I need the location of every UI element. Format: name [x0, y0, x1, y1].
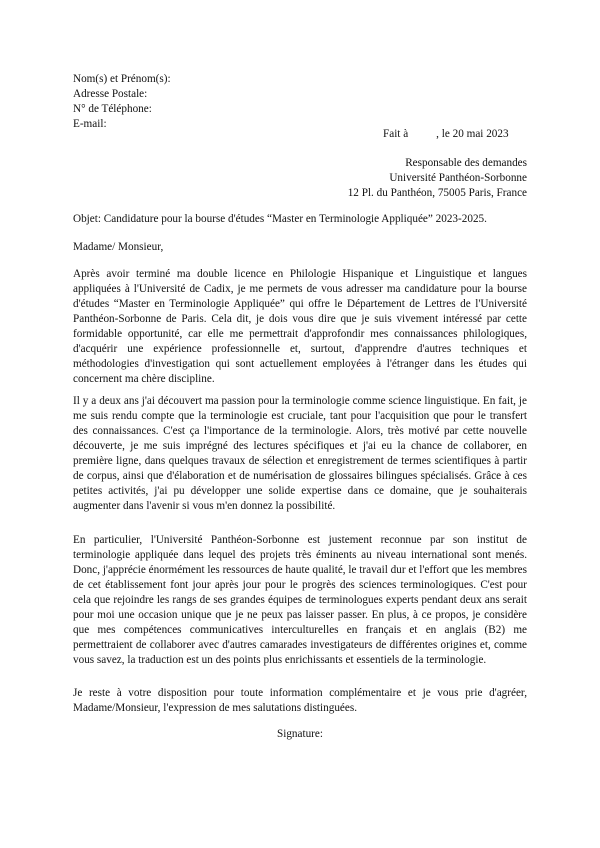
subject-line: Objet: Candidature pour la bourse d'études “Master en Terminologie Appliquée” 2023-2025.: [73, 213, 487, 225]
sender-email-label: E-mail:: [73, 118, 107, 130]
sender-name-label: Nom(s) et Prénom(s):: [73, 73, 171, 85]
sender-block: [73, 72, 171, 132]
salutation: Madame/ Monsieur,: [73, 241, 164, 253]
sender-phone-label: N° de Téléphone:: [73, 103, 152, 115]
sender-address-label: Adresse Postale:: [73, 88, 148, 100]
recipient-line-1: Responsable des demandes: [405, 157, 527, 169]
date-text: , le 20 mai 2023: [436, 128, 509, 140]
body-paragraph-3: En particulier, l'Université Panthéon-Sorbonne est justement reconnue par son institut de terminologie appliquée dans lequel des projets très éminents au niveau international sont menés. Donc, j'apprécie énormément les ressources de haute qualité, le travail dur et l'effort que les membres de cet établissement font jour après jour pour le progrès des sciences terminologiques. C'est pour cela que rejoindre les rangs de ses grandes équipes de terminologues experts pendant deux ans serait pour moi une occasion unique que je ne peux pas laisser passer. En plus, à ce propos, je considère que mes compétences communicatives interculturelles en français et en anglais (B2) me permettraient de collaborer avec d'autres camarades investigateurs de différentes origines et, comme vous savez, la traduction est un des points plus enrichissants et essentiels de la terminologie.: [73, 534, 527, 666]
recipient-line-2: Université Panthéon-Sorbonne: [389, 172, 527, 184]
body-paragraph-2: Il y a deux ans j'ai découvert ma passion pour la terminologie comme science linguistique. En fait, je me suis rendu compte que la terminologie est cruciale, tant pour l'acquisition que pour le transfert des connaissances. C'est ça l'importance de la terminologie. Alors, très motivé par cette nouvelle découverte, je me suis imprégné des lectures spécifiques et j'ai eu la chance de collaborer, en première ligne, dans quelques travaux de sélection et enregistrement de termes scientifiques à partir de corpus, ainsi que d'élaboration et de numérisation de glossaires bilingues spécialisés. Grâce à ces petites activités, j'ai pu développer une solide expertise dans ce domaine, que je souhaiterais augmenter dans l'avenir si vous m'en donnez la possibilité.: [73, 395, 527, 512]
signature-label: Signature:: [277, 728, 323, 740]
date-line: [383, 127, 509, 142]
recipient-block: [348, 156, 527, 201]
body-paragraph-4: Je reste à votre disposition pour toute information complémentaire et je vous prie d'agréer, Madame/Monsieur, l'expression de mes salutations distinguées.: [73, 687, 527, 714]
recipient-line-3: 12 Pl. du Panthéon, 75005 Paris, France: [347, 187, 527, 199]
body-paragraph-1: Après avoir terminé ma double licence en Philologie Hispanique et Linguistique et langues appliquées à l'Université de Cadix, je me permets de vous adresser ma candidature pour la bourse d'études “Master en Terminologie Appliquée” qui offre le Département de Lettres de l'Université Panthéon-Sorbonne de Paris. Cela dit, je dois vous dire que je suis vivement intéressé par cette formidable opportunité, car elle me permettrait d'approfondir mes connaissances philologiques, d'acquérir une expérience professionnelle et, surtout, d'apprendre d'autres techniques et méthodologies d'investigation qui sont actuellement employées à l'étranger dans les études qui concernent ma chère discipline.: [73, 268, 527, 385]
date-place-prefix: Fait à: [383, 128, 409, 140]
